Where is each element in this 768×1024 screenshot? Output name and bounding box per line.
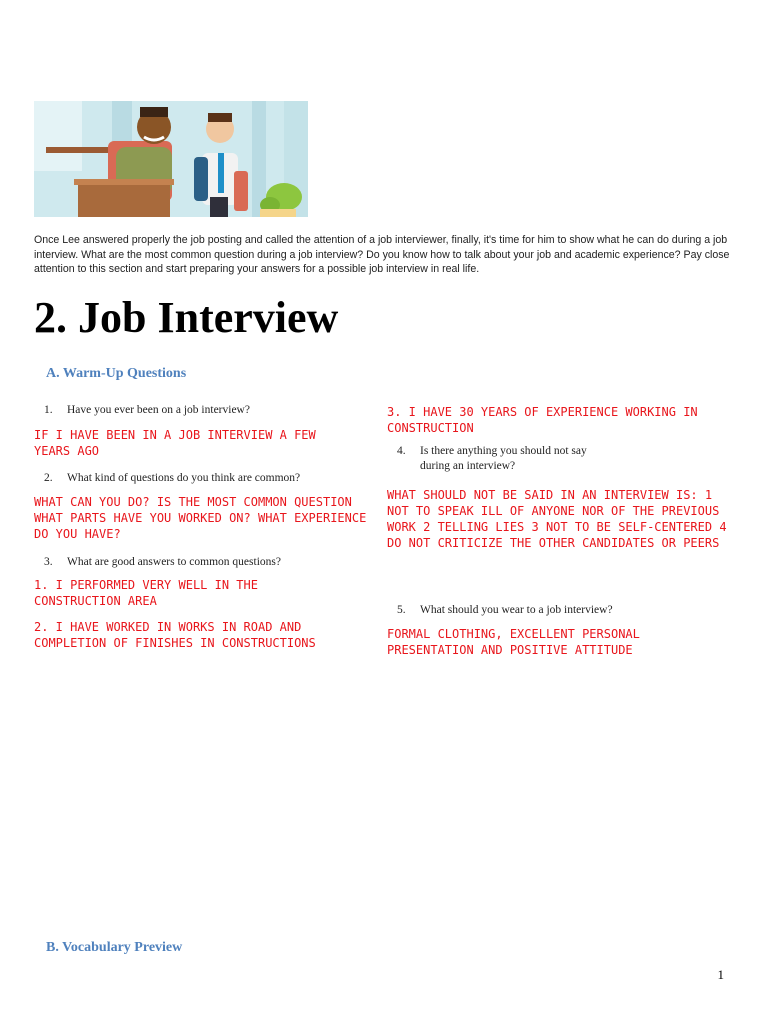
page-number: 1 [717, 967, 724, 982]
answer-2: WHAT CAN YOU DO? IS THE MOST COMMON QUESTION WHAT PARTS HAVE YOU WORKED ON? WHAT EXPERIENCE DO YOU HAVE? [34, 495, 367, 541]
answer-3-part-3: 3. I HAVE 30 YEARS OF EXPERIENCE WORKING IN CONSTRUCTION [387, 405, 698, 435]
question-2: 2. What kind of questions do you think are common? [44, 472, 301, 484]
section-heading-vocabulary: B. Vocabulary Preview [46, 940, 183, 955]
interview-illustration [34, 101, 308, 217]
page-title: 2. Job Interview [34, 293, 339, 342]
question-3: 3. What are good answers to common questions? [44, 556, 281, 568]
intro-paragraph: Once Lee answered properly the job posting and called the attention of a job interviewer, finally, it's time for him to show what he can do during a job interview. What are the most common question during a job interview? Do you know how to talk about your job and academic experience? Pay close attention to this section and start preparing your answers for a possible job interview in real life. [34, 234, 730, 275]
question-5: 5. What should you wear to a job interview? [397, 604, 613, 616]
answer-3-part-1: 1. I PERFORMED VERY WELL IN THE CONSTRUCTION AREA [34, 578, 258, 608]
answer-1: IF I HAVE BEEN IN A JOB INTERVIEW A FEW YEARS AGO [34, 428, 316, 458]
question-4: 4. Is there anything you should not say during an interview? [397, 445, 587, 472]
answer-4: WHAT SHOULD NOT BE SAID IN AN INTERVIEW IS: 1 NOT TO SPEAK ILL OF ANYONE NOR OF THE PREVIOUS WORK 2 TELLING LIES 3 NOT TO BE SELF-CENTERED 4 DO NOT CRITICIZE THE OTHER CANDIDATES OR PEERS [387, 488, 727, 550]
section-heading-warm-up: A. Warm-Up Questions [46, 366, 187, 381]
answer-5: FORMAL CLOTHING, EXCELLENT PERSONAL PRESENTATION AND POSITIVE ATTITUDE [387, 627, 640, 657]
answer-3-part-2: 2. I HAVE WORKED IN WORKS IN ROAD AND COMPLETION OF FINISHES IN CONSTRUCTIONS [34, 620, 316, 650]
question-1: 1. Have you ever been on a job interview? [44, 404, 250, 416]
